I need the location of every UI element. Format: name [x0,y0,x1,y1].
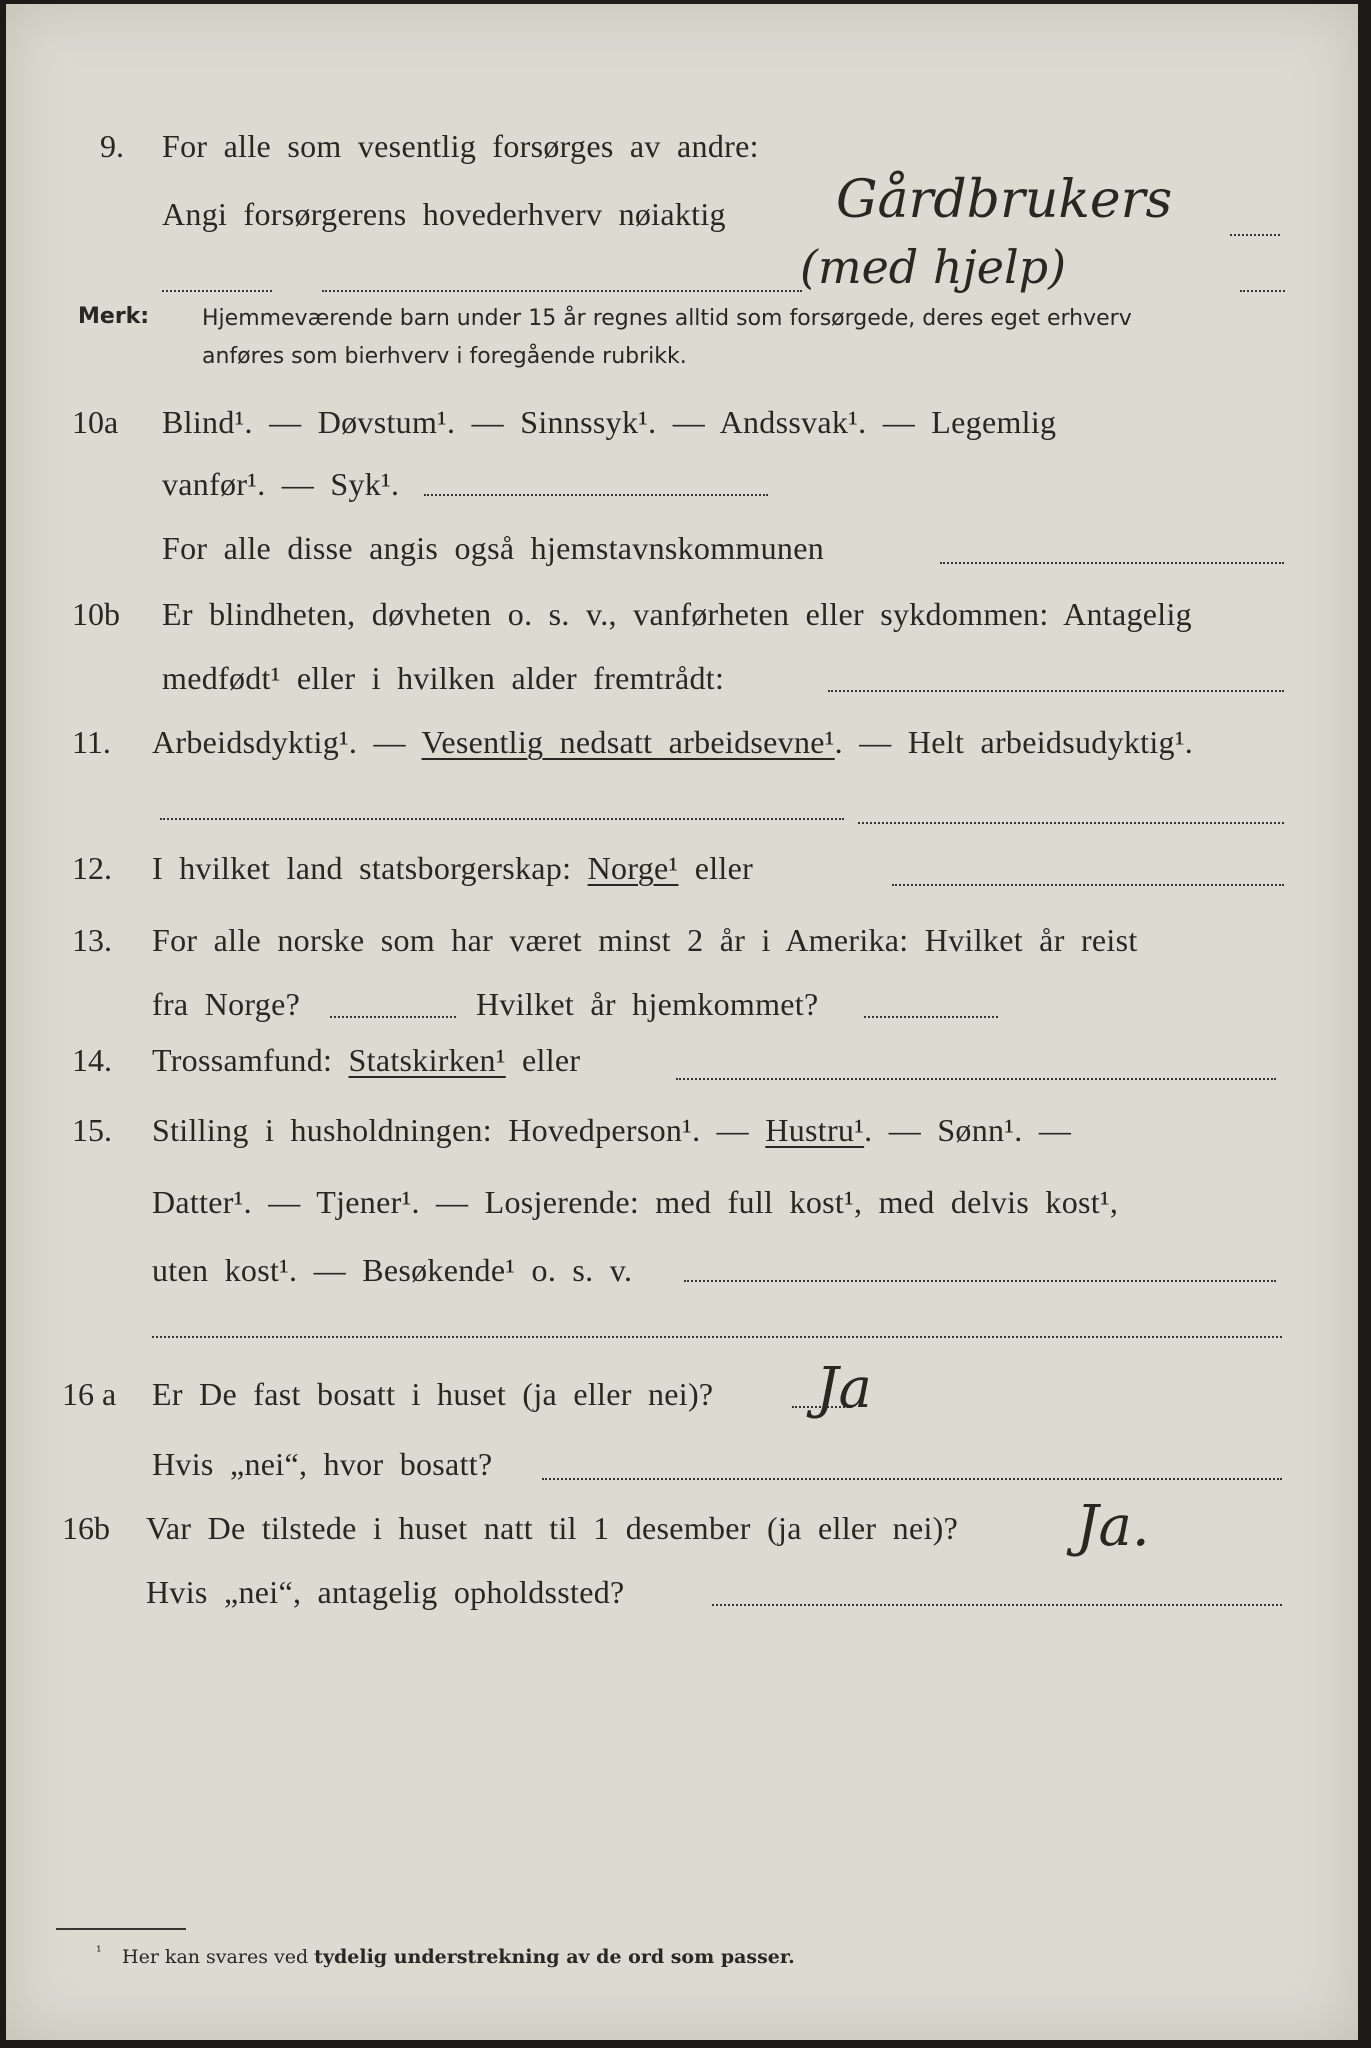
q13-line2b: Hvilket år hjemkommet? [476,986,819,1022]
q10a-number: 10a [72,404,119,440]
q10a-line2: vanfør¹. — Syk¹. [162,466,400,502]
q14-eller: eller [522,1042,581,1078]
q9-handwritten-answer[interactable]: Gårdbrukers [836,170,1173,230]
q11-number: 11. [72,724,111,760]
q15-blank-line [152,1336,1282,1338]
q13-line2a: fra Norge? [152,986,301,1022]
q12-fill [892,884,1284,886]
q15-line3: uten kost¹. — Besøkende¹ o. s. v. [152,1252,633,1288]
q15-number: 15. [72,1112,112,1148]
q11-option-arbeidsdyktig: Arbeidsdyktig¹. — [152,724,406,760]
q15-line1-a: Stilling i husholdningen: Hovedperson¹. — [152,1112,749,1148]
q10a-line1: Blind¹. — Døvstum¹. — Sinnssyk¹. — Andssvak¹. — Legemlig [162,404,1057,440]
q9-blank-line-b [322,290,802,292]
footnote-rule [56,1928,186,1930]
q11-option-nedsatt-underlined: Vesentlig nedsatt arbeidsevne¹ [421,724,835,760]
q16a-number: 16 a [62,1376,117,1412]
q15-line1-c: . — Sønn¹. — [864,1112,1072,1148]
q16a-handwritten-answer[interactable]: Ja [816,1356,872,1421]
q11-blank-line-a [160,818,844,820]
q12-norge-underlined: Norge¹ [587,850,679,886]
q10b-line2-fill [828,690,1284,692]
q16a-line1: Er De fast bosatt i huset (ja eller nei)? [152,1376,714,1412]
q16b-line2: Hvis „nei“, antagelig opholdssted? [146,1574,625,1610]
q9-answer-line [1230,234,1280,236]
q10a-line2-fill [424,494,768,496]
q12-number: 12. [72,850,112,886]
q10b-number: 10b [72,596,120,632]
q15-hustru-underlined: Hustru¹ [765,1112,865,1148]
q16b-line1: Var De tilstede i huset natt til 1 desember (ja eller nei)? [146,1510,959,1546]
q12-label: I hvilket land statsborgerskap: [152,850,572,886]
q16a-fill-b [542,1478,1282,1480]
q13-line1: For alle norske som har været minst 2 år i Amerika: Hvilket år reist [152,922,1138,958]
q16b-fill [712,1604,1282,1606]
q9-blank-line-c [1240,290,1285,292]
q9-blank-line-a [162,290,272,292]
q16a-line2: Hvis „nei“, hvor bosatt? [152,1446,493,1482]
q15-line3-fill [684,1280,1276,1282]
q14-fill [676,1078,1276,1080]
q12-line [152,850,753,887]
q11-option-udyktig: . — Helt arbeidsudyktig¹. [834,724,1194,760]
q9-line2: Angi forsørgerens hovederhverv nøiaktig [162,196,726,232]
q14-number: 14. [72,1042,112,1078]
q10b-line1: Er blindheten, døvheten o. s. v., vanførheten eller sykdommen: Antagelig [162,596,1192,632]
q10b-line2: medfødt¹ eller i hvilken alder fremtrådt: [162,660,725,696]
footnote-text-b: tydelig understrekning av de ord som passer. [314,1946,795,1968]
merk-line2: anføres som bierhverv i foregående rubrikk. [202,344,687,369]
footnote-mark: ¹ [96,1944,102,1960]
q13-hjemkommet-fill [864,1016,998,1018]
q13-number: 13. [72,922,112,958]
q10a-line3: For alle disse angis også hjemstavnskommunen [162,530,825,566]
footnote-text-a: Her kan svares ved [122,1946,309,1968]
q16b-handwritten-answer[interactable]: Ja. [1076,1494,1150,1559]
q15-line1 [152,1112,1071,1149]
q14-statskirken-underlined: Statskirken¹ [348,1042,506,1078]
q10a-line3-fill [940,562,1284,564]
merk-label: Merk: [78,304,150,329]
q16b-number: 16b [62,1510,110,1546]
q14-label: Trossamfund: [152,1042,333,1078]
footnote-text [122,1946,795,1968]
q13-reist-fill [330,1016,456,1018]
q11-line [152,724,1193,761]
merk-line1: Hjemmeværende barn under 15 år regnes alltid som forsørgede, deres eget erhverv [202,306,1132,331]
q9-handwritten-answer-2[interactable]: (med hjelp) [800,240,1067,294]
q15-line2: Datter¹. — Tjener¹. — Losjerende: med full kost¹, med delvis kost¹, [152,1184,1119,1220]
q9-number: 9. [100,128,124,164]
q9-line1: For alle som vesentlig forsørges av andre: [162,128,759,164]
q11-blank-line-b [858,822,1284,824]
q12-eller: eller [694,850,754,886]
q14-line [152,1042,580,1079]
